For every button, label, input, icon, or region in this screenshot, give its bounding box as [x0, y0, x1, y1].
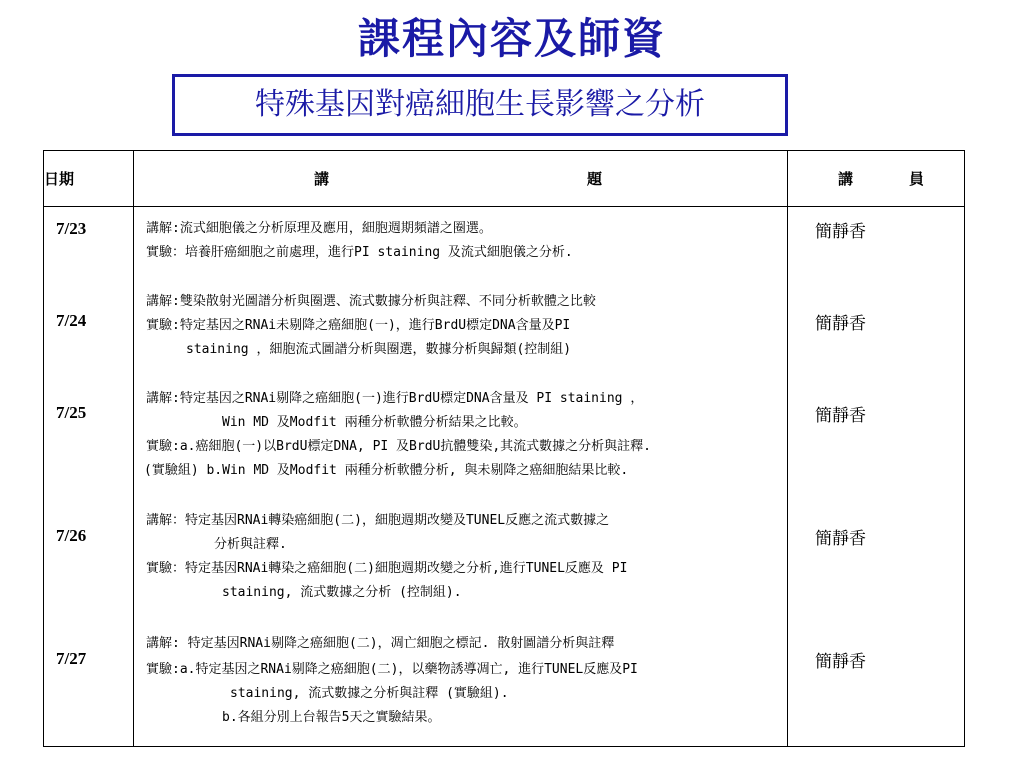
lecturer-column [788, 207, 965, 747]
topic-line: 講解: 特定基因RNAi剔降之癌細胞(二)，凋亡細胞之標記. 散射圖譜分析與註釋 [146, 636, 615, 651]
topic-line: Win MD 及Modfit 兩種分析軟體分析結果之比較。 [222, 415, 527, 430]
table-body-row [44, 207, 965, 747]
lecturer-cell: 簡靜香 [815, 314, 866, 334]
date-cell: 7/24 [56, 311, 87, 330]
page-title: 課程內容及師資 [357, 14, 666, 63]
course-subtitle: 特殊基因對癌細胞生長影響之分析 [172, 74, 788, 136]
topic-line: b.各組分別上台報告5天之實驗結果。 [222, 710, 441, 725]
topic-line: 實驗:a.癌細胞(一)以BrdU標定DNA, PI 及BrdU抗體雙染,其流式數據之分析與註釋. [146, 439, 652, 454]
lecturer-cell: 簡靜香 [815, 652, 866, 672]
header-lecturer-left: 講 [838, 170, 854, 188]
topic-line: 實驗：培養肝癌細胞之前處理，進行PI staining 及流式細胞儀之分析. [146, 245, 573, 260]
schedule-table [43, 150, 965, 747]
header-topic-right: 題 [586, 170, 602, 188]
header-lecturer [788, 151, 965, 207]
topic-line: (實驗組) b.Win MD 及Modfit 兩種分析軟體分析, 與未剔降之癌細胞結果比較. [144, 463, 629, 478]
topic-line: 實驗：特定基因RNAi轉染之癌細胞(二)細胞週期改變之分析,進行TUNEL反應及 PI [146, 561, 628, 576]
table-header-row [44, 151, 965, 207]
topic-line: 講解：特定基因RNAi轉染癌細胞(二)，細胞週期改變及TUNEL反應之流式數據之 [146, 513, 610, 528]
topic-column [134, 207, 788, 747]
header-date: 日期 [44, 151, 134, 207]
header-topic [134, 151, 788, 207]
topic-line: staining, 流式數據之分析 (控制組). [222, 585, 462, 600]
lecturer-cell: 簡靜香 [815, 406, 866, 426]
topic-line: 實驗:特定基因之RNAi未剔降之癌細胞(一)，進行BrdU標定DNA含量及PI [146, 318, 571, 333]
topic-line: 講解:特定基因之RNAi剔降之癌細胞(一)進行BrdU標定DNA含量及 PI staining ， [146, 391, 644, 406]
date-column [44, 207, 134, 747]
date-cell: 7/23 [56, 219, 87, 238]
header-topic-left: 講 [314, 170, 330, 188]
lecturer-cell: 簡靜香 [815, 222, 866, 242]
topic-line: staining, 流式數據之分析與註釋 (實驗組). [230, 686, 509, 701]
topic-line: 講解:雙染散射光圖譜分析與圈選、流式數據分析與註釋、不同分析軟體之比較 [146, 294, 596, 309]
date-cell: 7/25 [56, 403, 87, 422]
topic-line: 講解:流式細胞儀之分析原理及應用，細胞週期頻譜之圈選。 [146, 221, 492, 236]
header-lecturer-right: 員 [908, 170, 924, 188]
date-cell: 7/26 [56, 526, 87, 545]
topic-line: staining ，細胞流式圖譜分析與圈選，數據分析與歸類(控制組) [186, 342, 572, 357]
topic-line: 實驗:a.特定基因之RNAi剔降之癌細胞(二)，以藥物誘導凋亡, 進行TUNEL反應及PI [146, 662, 638, 677]
topic-line: 分析與註釋. [214, 537, 287, 552]
date-cell: 7/27 [56, 649, 87, 668]
lecturer-cell: 簡靜香 [815, 529, 866, 549]
